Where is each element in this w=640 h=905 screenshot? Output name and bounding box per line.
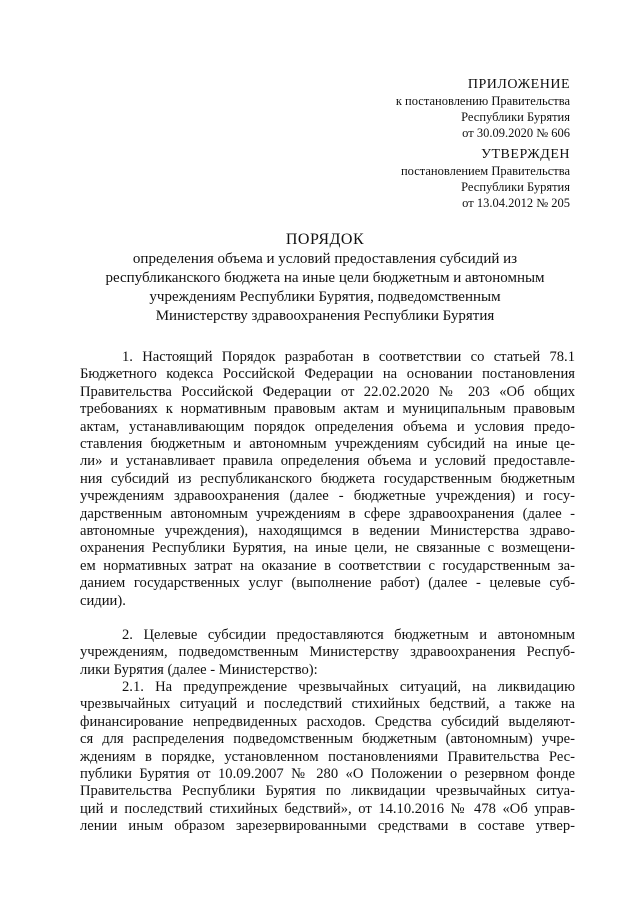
paragraph-line: ся для распределения подведомственным бюджетным (автономным) учре- [80,731,575,748]
approved-line: Республики Бурятия [461,180,570,194]
paragraph-2-1 [80,679,575,836]
paragraph-line: 2. Целевые субсидии предоставляются бюджетным и автономным [122,627,575,643]
paragraph-line: ли» и устанавливает правила определения объема и условий предоставле- [80,453,575,470]
paragraph-line: данием государственных услуг (выполнение работ) (далее - целевые суб- [80,575,575,592]
paragraph-line: дарственным автономным учреждениям в сфере здравоохранения (далее - [80,505,575,522]
document-heading [70,230,580,326]
paragraph-line: лики Бурятия (далее - Министерство): [80,661,318,678]
paragraph-line: ставления бюджетным и автономным учреждениям субсидий на иные це- [80,436,575,453]
paragraph-line: охранения Республики Бурятия, на иные цели, не связанные с возмещени- [80,540,575,557]
paragraph-line: 2.1. На предупреждение чрезвычайных ситуаций, на ликвидацию [122,679,575,695]
appendix-block [396,76,570,141]
appendix-line: к постановлению Правительства [395,94,570,108]
appendix-line: Республики Бурятия [461,110,570,124]
document-subtitle-line: определения объема и условий предоставления субсидий из [132,251,518,267]
paragraph-line: публики Бурятия от 10.09.2007 № 280 «О Положении о резервном фонде [80,766,575,783]
paragraph-line: лении иным образом зарезервированными средствами в составе утвер- [80,818,575,835]
paragraph-line: чрезвычайных ситуаций и последствий стихийных бедствий, а также на [80,696,575,713]
paragraph-line: ждениям в порядке, установленном постановлениями Правительства Рес- [80,748,575,765]
paragraph-line: автономные учреждения), находящимся в ведении Министерства здраво- [80,523,575,540]
paragraph-1 [80,349,575,610]
appendix-line: от 30.09.2020 № 606 [462,126,570,140]
paragraph-line: актам, устанавливающим порядок определения объема и условия предо- [80,418,575,435]
approved-title: УТВЕРЖДЕН [481,147,570,162]
paragraph-line: требованиях к нормативным правовым актам и муниципальным правовым [80,401,575,418]
paragraph-line: ем нормативных затрат на оказание в соответствии с государственным за- [80,557,575,574]
document-subtitle-line: Министерству здравоохранения Республики Бурятия [155,308,495,324]
paragraph-line: Правительства Российской Федерации от 22.02.2020 № 203 «Об общих [80,383,575,400]
paragraph-line: Бюджетного кодекса Российской Федерации на основании постановления [80,366,575,383]
paragraph-line: учреждениям, подведомственным Министерству здравоохранения Респуб- [80,644,575,661]
paragraph-line: учреждениям здравоохранения (далее - бюджетные учреждения) и госу- [80,488,575,505]
approved-line: от 13.04.2012 № 205 [462,196,570,210]
paragraph-line: финансирование непредвиденных расходов. Средства субсидий выделяют- [80,713,575,730]
document-subtitle-line: республиканского бюджета на иные цели бюджетным и автономным [105,270,545,286]
appendix-title: ПРИЛОЖЕНИЕ [467,77,570,92]
paragraph-line: сидии). [80,592,126,609]
approved-line: постановлением Правительства [400,164,570,178]
paragraph-2 [80,627,575,679]
document-subtitle-line: учреждениям Республики Бурятия, подведомственным [149,289,501,305]
paragraph-line: ций и последствий стихийных бедствий», от 14.10.2016 № 478 «Об управ- [80,800,575,817]
approved-block [401,146,570,211]
paragraph-line: Правительства Республики Бурятия по ликвидации чрезвычайных ситуа- [80,783,575,800]
paragraph-line: ния субсидий из республиканского бюджета государственным бюджетным [80,470,575,487]
document-title: ПОРЯДОК [285,231,365,248]
paragraph-line: 1. Настоящий Порядок разработан в соответствии со статьей 78.1 [122,349,575,365]
